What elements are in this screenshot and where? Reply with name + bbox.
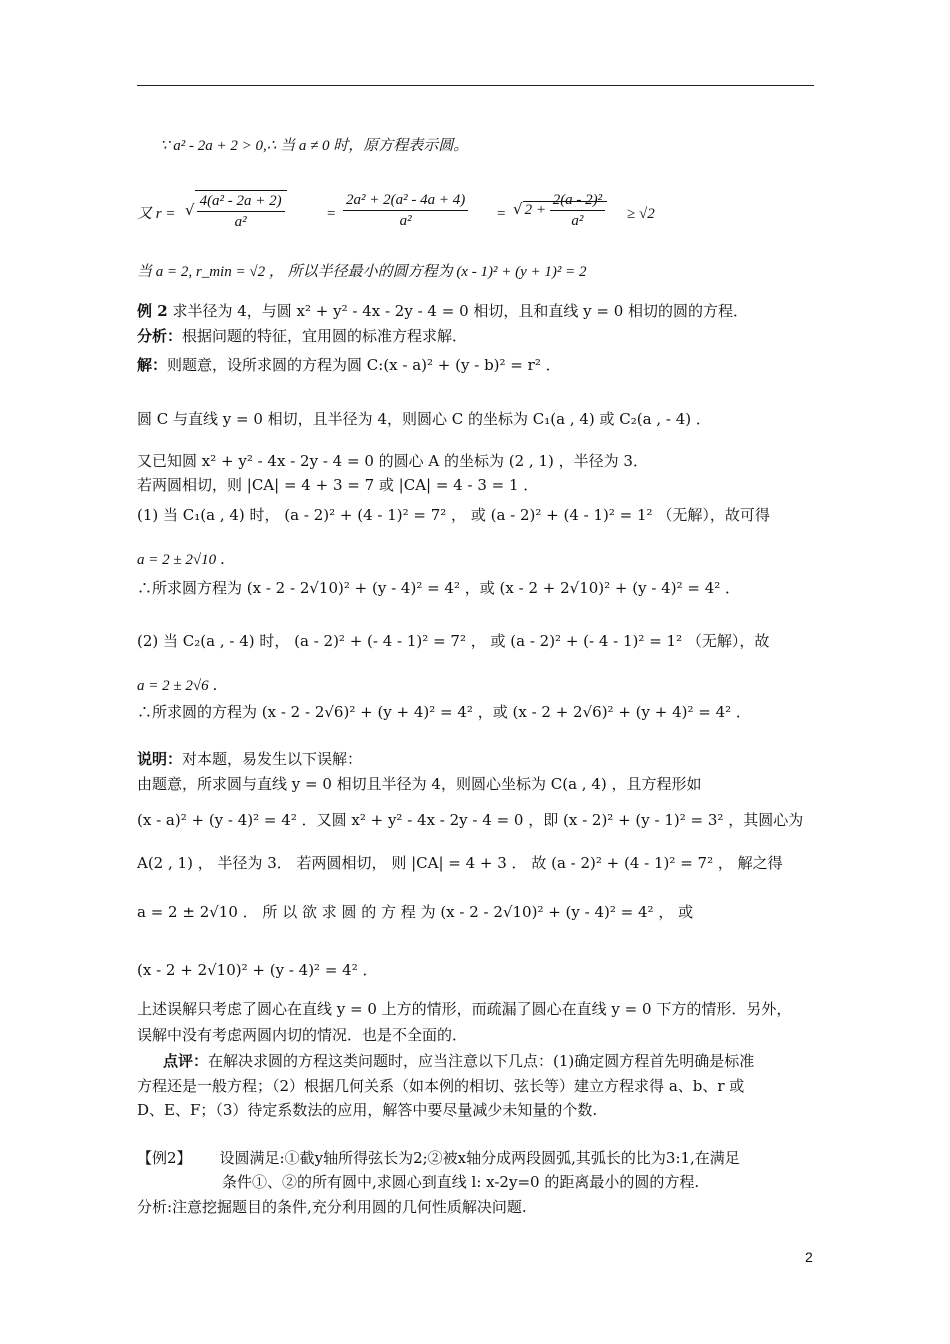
formula-term-3-den: a² bbox=[571, 213, 584, 229]
comment-label: 点评： bbox=[163, 1052, 209, 1070]
formula-term-3-lead: 2 + bbox=[524, 201, 546, 218]
formula-term-2-den: a² bbox=[399, 213, 412, 229]
example-2b-text: 设圆满足:①截y轴所得弦长为2;②被x轴分成两段圆弧,其弧长的比为3:1,在满足 bbox=[219, 1149, 740, 1167]
text-line-20: a = 2 ± 2√10 ． 所 以 欲 求 圆 的 方 程 为 (x - 2 - 2√10)² + (y - 4)² = 4² ， 或 bbox=[137, 903, 694, 921]
note-line bbox=[137, 749, 817, 769]
analysis-line bbox=[137, 326, 817, 346]
formula-equals-1: = bbox=[327, 206, 336, 222]
solution-line bbox=[137, 355, 817, 375]
formula-term-1: √ $\frac{\text{4(a² - 2a + 2)}}{\text{a²}}$ bbox=[185, 190, 287, 232]
example-2-label: 例 2 bbox=[137, 302, 168, 320]
example-2-text: 求半径为 4，与圆 x² + y² - 4x - 2y - 4 = 0 相切，且和直线 y = 0 相切的圆的方程． bbox=[167, 302, 749, 320]
analysis-text: 根据问题的特征，宜用圆的标准方程求解． bbox=[182, 327, 468, 345]
note-label: 说明： bbox=[137, 750, 183, 768]
formula-term-1-den: a² bbox=[234, 214, 247, 230]
text-line-17: 由题意，所求圆与直线 y = 0 相切且半径为 4，则圆心坐标为 C(a , 4) ，且方程形如 bbox=[137, 775, 702, 793]
formula-term-2-num: 2a² + 2(a² - 4a + 4) bbox=[343, 190, 468, 211]
text-line-15: ∴所求圆的方程为 (x - 2 - 2√6)² + (y + 4)² = 4² ，或 (x - 2 + 2√6)² + (y + 4)² = 4² ． bbox=[137, 703, 751, 721]
comment-text: 在解决求圆的方程这类问题时，应当注意以下几点：(1)确定圆方程首先明确是标准 bbox=[208, 1052, 755, 1070]
analysis-label: 分析： bbox=[137, 327, 183, 345]
text-line-29: 分析:注意挖掘题目的条件,充分利用圆的几何性质解决问题. bbox=[137, 1198, 527, 1216]
formula-term-1-num: 4(a² - 2a + 2) bbox=[197, 191, 285, 212]
page-number: 2 bbox=[805, 1249, 813, 1265]
solution-text: 则题意，设所求圆的方程为圆 C:(x - a)² + (y - b)² = r² ． bbox=[167, 356, 561, 374]
text-line-12: ∴所求圆方程为 (x - 2 - 2√10)² + (y - 4)² = 4² ，或 (x - 2 + 2√10)² + (y - 4)² = 4² ． bbox=[137, 579, 741, 597]
text-line-13: (2) 当 C₂(a , - 4) 时， (a - 2)² + (- 4 - 1)² = 7² ， 或 (a - 2)² + (- 4 - 1)² = 1² （无解），故 bbox=[137, 632, 770, 650]
header-rule bbox=[137, 85, 814, 86]
example-2-statement bbox=[137, 301, 817, 321]
text-line-23: 误解中没有考虑两圆内切的情况．也是不全面的． bbox=[137, 1026, 468, 1044]
text-line-8: 又已知圆 x² + y² - 4x - 2y - 4 = 0 的圆心 A 的坐标为 (2 , 1) ，半径为 3． bbox=[137, 452, 648, 470]
example-2b-label: 【例2】 bbox=[137, 1149, 192, 1167]
solution-label: 解： bbox=[137, 356, 168, 374]
radius-formula bbox=[137, 190, 817, 246]
comment-line bbox=[163, 1051, 843, 1071]
formula-term-2 bbox=[343, 190, 468, 231]
formula-tail: ≥ √2 bbox=[627, 206, 655, 222]
text-line-1: ∵ a² - 2a + 2 > 0,∴ 当 a ≠ 0 时，原方程表示圆。 bbox=[160, 138, 469, 154]
text-line-11: a = 2 ± 2√10 ． bbox=[137, 552, 235, 568]
text-line-18: (x - a)² + (y - 4)² = 4² ．又圆 x² + y² - 4x - 2y - 4 = 0 ，即 (x - 2)² + (y - 1)² = 3² ，其圆心为 bbox=[137, 811, 804, 829]
text-line-7: 圆 C 与直线 y = 0 相切，且半径为 4，则圆心 C 的坐标为 C₁(a , 4) 或 C₂(a , - 4) ． bbox=[137, 410, 711, 428]
example-2b-line bbox=[137, 1148, 817, 1168]
note-text: 对本题，易发生以下误解： bbox=[182, 750, 363, 768]
text-line-28: 条件①、②的所有圆中,求圆心到直线 l: x-2y=0 的距离最小的圆的方程. bbox=[222, 1173, 700, 1191]
text-line-10: (1) 当 C₁(a , 4) 时， (a - 2)² + (4 - 1)² = 7² ， 或 (a - 2)² + (4 - 1)² = 1² （无解），故可得 bbox=[137, 506, 770, 524]
text-line-25: 方程还是一般方程；（2）根据几何关系（如本例的相切、弦长等）建立方程求得 a、b、r 或 bbox=[137, 1077, 745, 1095]
text-line-26: D、E、F；（3）待定系数法的应用，解答中要尽量减少未知量的个数. bbox=[137, 1101, 598, 1119]
text-line-14: a = 2 ± 2√6 ． bbox=[137, 678, 228, 694]
formula-term-3: √ 2 + $\frac{\text{2(a - 2)²}}{\text{a²}}$ bbox=[513, 190, 607, 231]
text-line-21: (x - 2 + 2√10)² + (y - 4)² = 4² ． bbox=[137, 961, 378, 979]
text-line-3: 当 a = 2, r_min = √2 ， 所以半径最小的圆方程为 (x - 1)² + (y + 1)² = 2 bbox=[137, 264, 587, 280]
text-line-22: 上述误解只考虑了圆心在直线 y = 0 上方的情形，而疏漏了圆心在直线 y = 0 下方的情形．另外， bbox=[137, 1000, 792, 1018]
text-line-19: A(2 , 1) ， 半径为 3． 若两圆相切， 则 |CA| = 4 + 3 ． 故 (a - 2)² + (4 - 1)² = 7² ， 解之得 bbox=[137, 854, 783, 872]
text-line-9: 若两圆相切，则 |CA| = 4 + 3 = 7 或 |CA| = 4 - 3 = 1 ． bbox=[137, 476, 539, 494]
formula-equals-2: = bbox=[497, 206, 506, 222]
formula-term-3-num: 2(a - 2)² bbox=[550, 190, 605, 211]
formula-lead: 又 r = bbox=[137, 206, 176, 222]
